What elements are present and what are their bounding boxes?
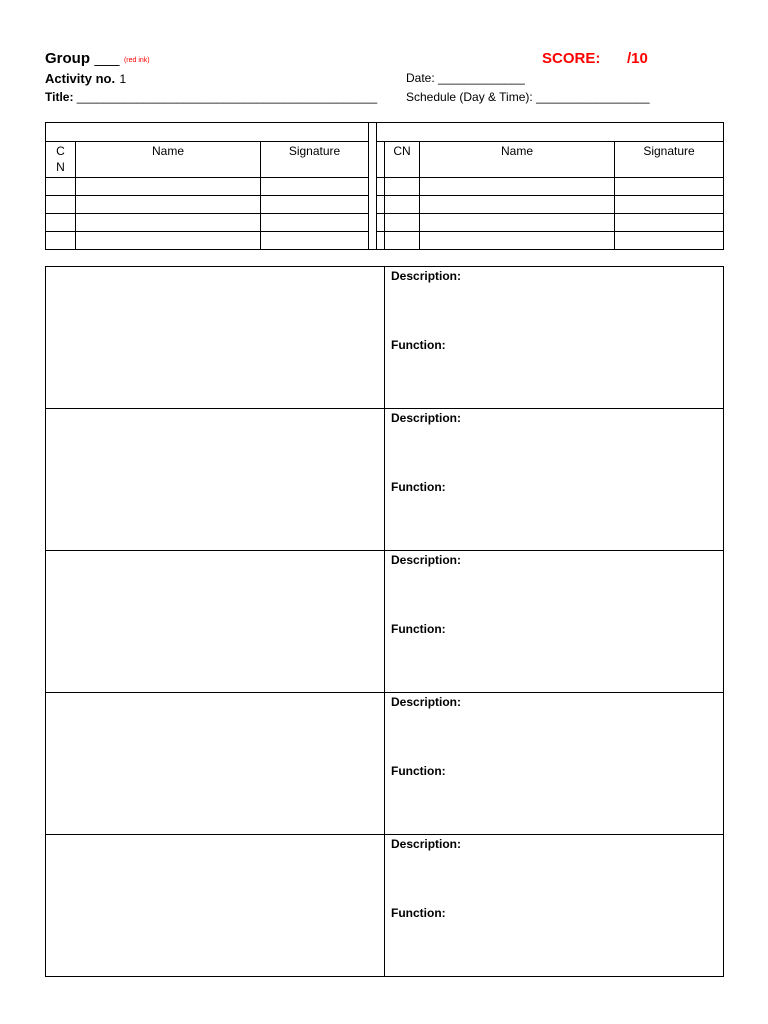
activity-number: 1 — [119, 72, 127, 86]
right-cn-cell[interactable] — [385, 196, 420, 214]
details-box[interactable] — [385, 693, 724, 835]
part-row — [46, 409, 724, 551]
part-row — [46, 835, 724, 977]
activity-label: Activity no. — [45, 71, 116, 86]
left-name-cell[interactable] — [76, 214, 261, 232]
left-cn-header — [46, 142, 76, 178]
left-signature-header: Signature — [261, 142, 369, 178]
left-cn-cell[interactable] — [46, 196, 76, 214]
title-line — [45, 90, 377, 104]
right-signature-cell[interactable] — [615, 196, 724, 214]
right-name-cell[interactable] — [420, 196, 615, 214]
left-cn-cell[interactable] — [46, 178, 76, 196]
title-label: Title: — [45, 90, 74, 104]
description-label: Description: — [391, 837, 462, 851]
group-label: Group — [45, 50, 90, 67]
right-name-header: Name — [420, 142, 615, 178]
title-blank[interactable]: _____________________________________________ — [76, 90, 378, 104]
parts-grid — [45, 266, 724, 977]
left-signature-cell[interactable] — [261, 178, 369, 196]
left-name-header: Name — [76, 142, 261, 178]
function-label: Function: — [391, 338, 446, 352]
details-box[interactable] — [385, 267, 724, 409]
drawing-box[interactable] — [46, 693, 385, 835]
description-label: Description: — [391, 553, 462, 567]
left-cn-cell[interactable] — [46, 214, 76, 232]
description-label: Description: — [391, 411, 462, 425]
details-box[interactable] — [385, 551, 724, 693]
drawing-box[interactable] — [46, 409, 385, 551]
left-name-cell[interactable] — [76, 232, 261, 250]
right-cn-cell[interactable] — [385, 214, 420, 232]
red-ink-note: (red ink) — [123, 57, 150, 64]
date-label: Date: — [406, 71, 435, 85]
members-table — [45, 122, 724, 250]
right-name-cell[interactable] — [420, 214, 615, 232]
schedule-blank[interactable]: _________________ — [536, 90, 650, 104]
left-cn-label: C N — [56, 144, 65, 174]
function-label: Function: — [391, 622, 446, 636]
group-blank[interactable]: ___ — [94, 50, 120, 67]
right-cn-cell[interactable] — [385, 178, 420, 196]
right-spacer-cell — [377, 232, 385, 250]
right-signature-header: Signature — [615, 142, 724, 178]
activity-line — [45, 70, 126, 88]
left-signature-cell[interactable] — [261, 214, 369, 232]
left-signature-cell[interactable] — [261, 232, 369, 250]
right-spacer-cell — [377, 178, 385, 196]
details-box[interactable] — [385, 835, 724, 977]
part-row — [46, 551, 724, 693]
drawing-box[interactable] — [46, 551, 385, 693]
function-label: Function: — [391, 480, 446, 494]
right-spacer-cell — [377, 142, 385, 178]
description-label: Description: — [391, 269, 462, 283]
group-line — [45, 50, 150, 68]
left-name-cell[interactable] — [76, 196, 261, 214]
drawing-box[interactable] — [46, 267, 385, 409]
description-label: Description: — [391, 695, 462, 709]
date-blank[interactable]: _____________ — [438, 71, 525, 85]
right-signature-cell[interactable] — [615, 178, 724, 196]
table-row — [46, 178, 724, 196]
left-group-cell — [46, 123, 369, 142]
right-cn-header: CN — [385, 142, 420, 178]
part-row — [46, 693, 724, 835]
schedule-label: Schedule (Day & Time): — [406, 90, 533, 104]
score-label: SCORE: — [542, 50, 601, 67]
right-name-cell[interactable] — [420, 232, 615, 250]
left-cn-cell[interactable] — [46, 232, 76, 250]
right-group-cell — [377, 123, 724, 142]
left-signature-cell[interactable] — [261, 196, 369, 214]
function-label: Function: — [391, 906, 446, 920]
part-row — [46, 267, 724, 409]
details-box[interactable] — [385, 409, 724, 551]
drawing-box[interactable] — [46, 835, 385, 977]
right-name-cell[interactable] — [420, 178, 615, 196]
right-signature-cell[interactable] — [615, 232, 724, 250]
table-row — [46, 196, 724, 214]
right-cn-cell[interactable] — [385, 232, 420, 250]
right-spacer-cell — [377, 214, 385, 232]
schedule-line — [406, 90, 650, 104]
right-spacer-cell — [377, 196, 385, 214]
function-label: Function: — [391, 764, 446, 778]
left-name-cell[interactable] — [76, 178, 261, 196]
score-total: /10 — [627, 50, 648, 67]
date-line — [406, 71, 525, 85]
table-row — [46, 232, 724, 250]
spacer-column — [369, 123, 377, 250]
right-signature-cell[interactable] — [615, 214, 724, 232]
table-row — [46, 214, 724, 232]
